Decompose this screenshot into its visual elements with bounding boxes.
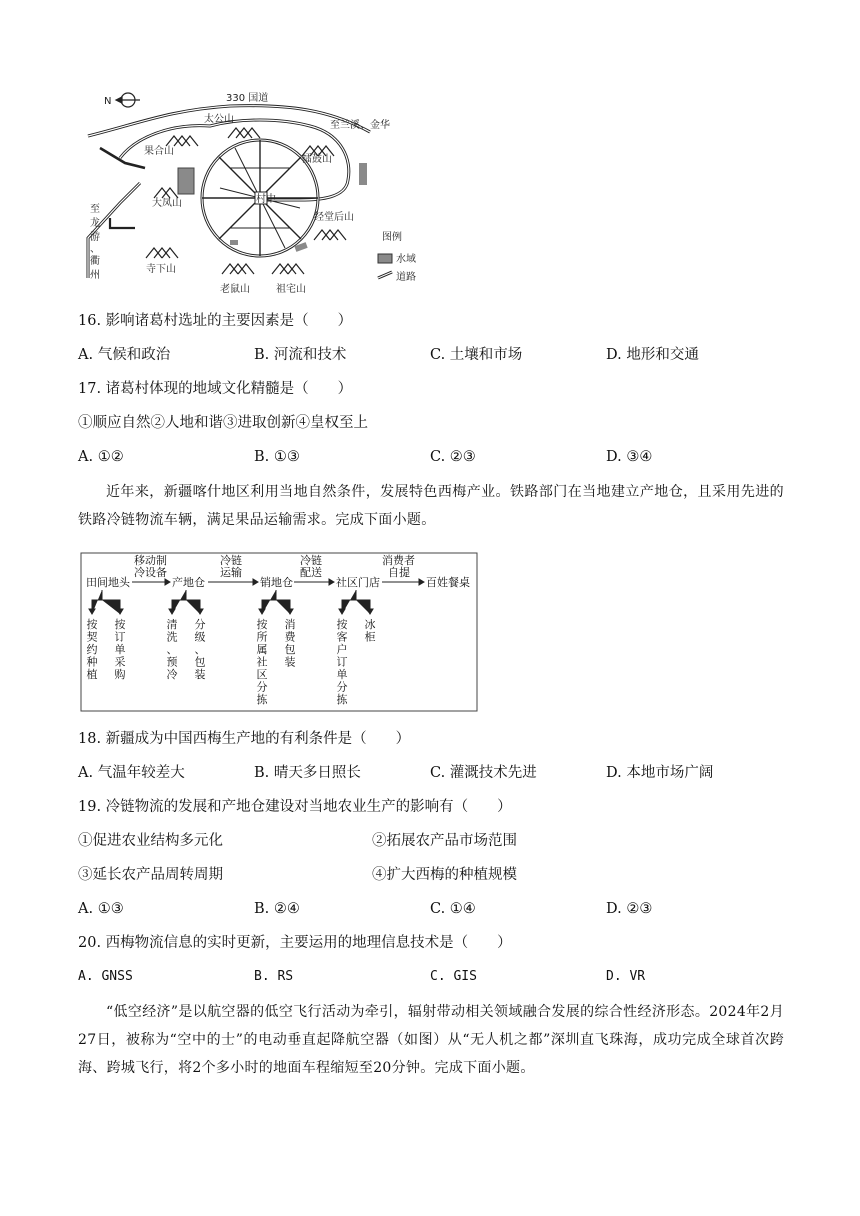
- q19-option-a[interactable]: A. ①③: [78, 901, 124, 917]
- flow-sub-label-5: 按所属社区分拣: [256, 618, 268, 706]
- q19-option-c[interactable]: C. ①④: [430, 901, 476, 917]
- mountain-dafeng: 大凤山: [152, 198, 182, 209]
- mountain-sixia: 寺下山: [146, 264, 176, 275]
- q16-option-a[interactable]: A. 气候和政治: [78, 347, 171, 363]
- flow-node-table: 百姓餐桌: [426, 576, 470, 589]
- to-lanxi-label: 至兰溪、金华: [330, 120, 390, 131]
- flow-edge-2-line2: 运输: [220, 566, 242, 579]
- mountain-jingtang: 经堂后山: [314, 212, 354, 223]
- passage-low-altitude-economy: “低空经济”是以航空器的低空飞行活动为牵引，辐射带动相关领域融合发展的综合性经济形态。2024年2月27日，被称为“空中的士”的电动垂直起降航空器（如图）从“无人机之都”深圳直飞珠海，成功完成全球首次跨海、跨城飞行，将2个多小时的地面车程缩短至20分钟。完成下面小题。: [78, 1004, 784, 1076]
- q18-option-d[interactable]: D. 本地市场广阔: [606, 765, 714, 781]
- mountain-guohe: 果合山: [144, 146, 174, 157]
- flow-sub-label-3: 清洗、预冷: [166, 618, 178, 681]
- svg-text:图例: 图例: [382, 232, 402, 243]
- village-map: [80, 88, 420, 300]
- flow-sub-label-8: 冰柜: [364, 618, 376, 644]
- flow-sub-label-1: 按契约种植: [86, 618, 98, 681]
- svg-text:水域: 水域: [396, 254, 416, 265]
- to-longyou-label: [90, 203, 100, 281]
- q17-option-b[interactable]: B. ①③: [254, 449, 300, 465]
- q19-item-2: ②拓展农产品市场范围: [372, 833, 517, 849]
- flow-node-sales-warehouse: 销地仓: [260, 576, 293, 589]
- q16-stem: 16. 影响诸葛村选址的主要因素是（ ）: [78, 313, 353, 329]
- flow-edge-1-line2: 冷设备: [134, 566, 167, 579]
- water-south: [230, 240, 238, 245]
- flow-node-origin-warehouse: 产地仓: [172, 576, 205, 589]
- q17-stem: 17. 诸葛村体现的地域文化精髓是（ ）: [78, 381, 353, 397]
- q20-option-c[interactable]: C. GIS: [430, 969, 477, 984]
- q19-stem: 19. 冷链物流的发展和产地仓建设对当地农业生产的影响有（ ）: [78, 799, 512, 815]
- flow-sub-labels: [87, 617, 376, 706]
- flow-edge-3-line1: 冷链: [300, 554, 322, 567]
- flow-edge-1-line1: 移动制: [134, 554, 167, 567]
- q18-stem: 18. 新疆成为中国西梅生产地的有利条件是（ ）: [78, 731, 411, 747]
- mountain-dagu: 擂鼓山: [302, 154, 332, 165]
- q19-option-d[interactable]: D. ②③: [606, 901, 653, 917]
- q17-items: ①顺应自然②人地和谐③进取创新④皇权至上: [78, 415, 368, 431]
- q20-option-b[interactable]: B. RS: [254, 969, 294, 984]
- flow-edge-2-line1: 冷链: [220, 554, 242, 567]
- q17-option-a[interactable]: A. ①②: [78, 449, 124, 465]
- q19-option-b[interactable]: B. ②④: [254, 901, 300, 917]
- q16-option-c[interactable]: C. 土壤和市场: [430, 347, 523, 363]
- flow-edge-4-line2: 自提: [388, 566, 410, 579]
- q18-option-a[interactable]: A. 气温年较差大: [78, 765, 185, 781]
- svg-text:州: 州: [90, 270, 100, 281]
- cold-chain-flow-diagram: [80, 552, 478, 712]
- flow-sub-label-2: 按订单采购: [114, 618, 126, 681]
- q19-item-1: ①促进农业结构多元化: [78, 833, 223, 849]
- map-legend: [378, 230, 416, 283]
- flow-sub-label-7: 按客户订单分拣: [336, 618, 348, 706]
- q18-option-c[interactable]: C. 灌溉技术先进: [430, 765, 537, 781]
- q19-item-4: ④扩大西梅的种植规模: [372, 867, 517, 883]
- q18-option-b[interactable]: B. 晴天多日照长: [254, 765, 361, 781]
- q17-option-d[interactable]: D. ③④: [606, 449, 653, 465]
- flow-node-community-store: 社区门店: [336, 576, 380, 589]
- water-west: [178, 168, 194, 194]
- north-arrow-icon: [116, 93, 140, 107]
- svg-text:、: 、: [90, 244, 100, 255]
- svg-text:龙: 龙: [90, 218, 100, 229]
- q20-option-a[interactable]: A. GNSS: [78, 969, 133, 984]
- passage-xinjiang-plum: 近年来，新疆喀什地区利用当地自然条件，发展特色西梅产业。铁路部门在当地建立产地仓，且采用先进的铁路冷链物流车辆，满足果品运输需求。完成下面小题。: [78, 484, 784, 528]
- q16-option-d[interactable]: D. 地形和交通: [606, 347, 699, 363]
- q17-option-c[interactable]: C. ②③: [430, 449, 476, 465]
- q19-item-3: ③延长农产品周转周期: [78, 867, 223, 883]
- flow-edge-4-line1: 消费者: [382, 554, 415, 567]
- svg-text:至: 至: [90, 204, 100, 215]
- flow-node-field: 田间地头: [86, 576, 130, 589]
- mountain-taigong: 太公山: [204, 114, 234, 125]
- q20-stem: 20. 西梅物流信息的实时更新，主要运用的地理信息技术是（ ）: [78, 935, 512, 951]
- svg-text:道路: 道路: [396, 272, 416, 283]
- flow-edge-3-line2: 配送: [300, 566, 322, 579]
- north-label: N: [104, 96, 112, 107]
- flow-sub-label-4: 分级、包装: [194, 618, 206, 681]
- svg-text:游: 游: [90, 232, 100, 243]
- highway-label: 330 国道: [226, 93, 269, 104]
- flow-sub-label-6: 消费包装: [284, 618, 296, 669]
- mountain-zuzhai: 祖宅山: [276, 284, 306, 295]
- water-east: [359, 163, 367, 185]
- center-label: 村中: [256, 194, 276, 205]
- mountain-laoshu: 老鼠山: [220, 284, 250, 295]
- q20-option-d[interactable]: D. VR: [606, 969, 646, 984]
- q16-option-b[interactable]: B. 河流和技术: [254, 347, 347, 363]
- svg-text:衢: 衢: [90, 256, 100, 267]
